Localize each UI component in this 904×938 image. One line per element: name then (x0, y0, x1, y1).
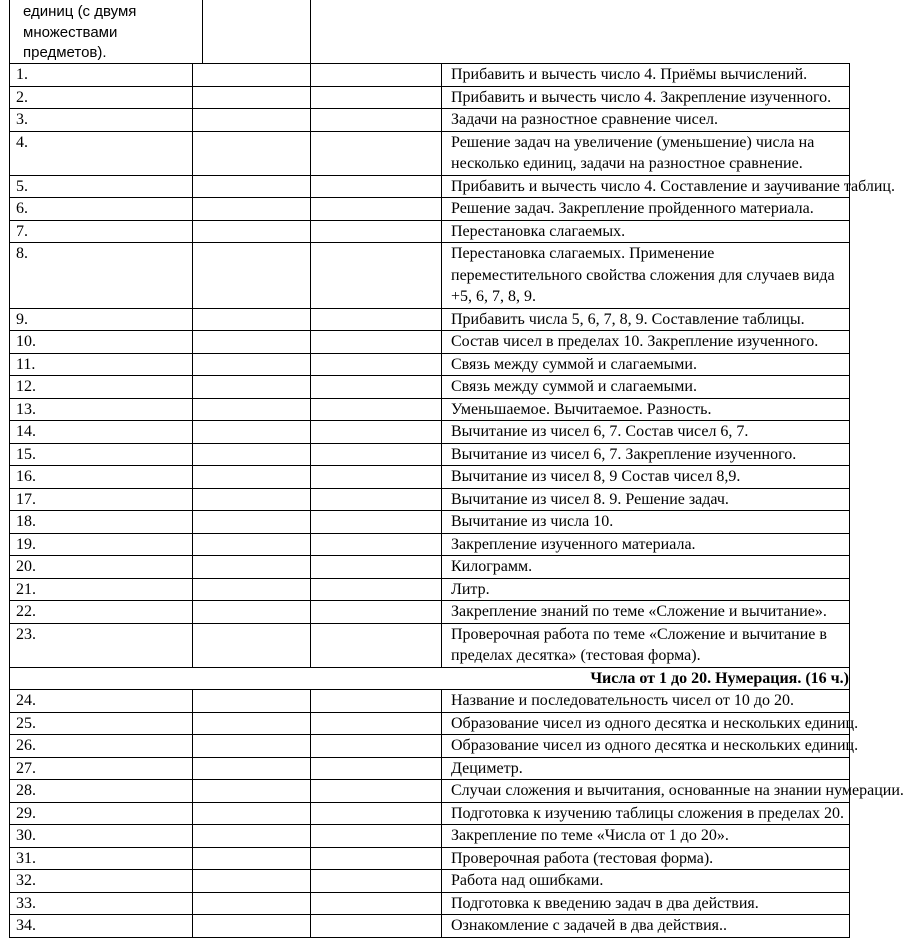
lesson-number: 16. (10, 466, 193, 489)
lesson-number: 19. (10, 533, 193, 556)
lesson-row (10, 376, 850, 399)
date-cell (193, 308, 311, 331)
lesson-row (10, 109, 850, 132)
lesson-row (10, 533, 850, 556)
lesson-row (10, 331, 850, 354)
date-cell (193, 421, 311, 444)
date-cell (311, 86, 442, 109)
date-cell (193, 623, 311, 667)
lesson-topic: Вычитание из числа 10. (442, 511, 850, 534)
section-group (10, 667, 850, 690)
date-cell (193, 578, 311, 601)
section-row (10, 667, 850, 690)
date-cell (193, 86, 311, 109)
lesson-number: 17. (10, 488, 193, 511)
lesson-topic: Подготовка к изучению таблицы сложения в пределах 20. (442, 802, 850, 825)
date-cell (311, 421, 442, 444)
lesson-row (10, 308, 850, 331)
lesson-topic: Связь между суммой и слагаемыми. (442, 376, 850, 399)
lesson-row (10, 443, 850, 466)
date-cell (311, 64, 442, 87)
date-cell (311, 735, 442, 758)
lesson-number: 8. (10, 243, 193, 309)
lesson-topic: Случаи сложения и вычитания, основанные на знании нумерации. (442, 780, 850, 803)
lesson-plan-table (9, 63, 904, 938)
lesson-row (10, 64, 850, 87)
lesson-topic: Работа над ошибками. (442, 870, 850, 893)
date-cell (311, 757, 442, 780)
lesson-topic: Дециметр. (442, 757, 850, 780)
lesson-topic: Ознакомление с задачей в два действия.. (442, 915, 850, 938)
date-cell (193, 131, 311, 175)
lesson-number: 6. (10, 198, 193, 221)
lesson-number: 7. (10, 220, 193, 243)
date-cell (193, 353, 311, 376)
lesson-topic: Прибавить числа 5, 6, 7, 8, 9. Составление таблицы. (442, 308, 850, 331)
lesson-number: 9. (10, 308, 193, 331)
lesson-row (10, 802, 850, 825)
lesson-row (10, 578, 850, 601)
lesson-number: 24. (10, 690, 193, 713)
date-cell (193, 847, 311, 870)
date-cell (311, 511, 442, 534)
date-cell (311, 690, 442, 713)
lesson-number: 11. (10, 353, 193, 376)
lesson-row (10, 488, 850, 511)
lesson-row (10, 243, 850, 309)
lesson-topic: Уменьшаемое. Вычитаемое. Разность. (442, 398, 850, 421)
lesson-number: 1. (10, 64, 193, 87)
date-cell (193, 601, 311, 624)
lesson-number: 12. (10, 376, 193, 399)
lesson-row (10, 175, 850, 198)
lesson-row (10, 892, 850, 915)
date-cell (311, 353, 442, 376)
lesson-number: 28. (10, 780, 193, 803)
date-cell (311, 601, 442, 624)
date-cell (193, 64, 311, 87)
lessons-group-a (10, 64, 895, 668)
lesson-row (10, 780, 850, 803)
lesson-topic: Вычитание из чисел 6, 7. Состав чисел 6, 7. (442, 421, 850, 444)
date-cell (311, 915, 442, 938)
date-cell (193, 892, 311, 915)
lesson-number: 4. (10, 131, 193, 175)
date-cell (311, 466, 442, 489)
lesson-topic: Литр. (442, 578, 850, 601)
lesson-topic: Перестановка слагаемых. (442, 220, 850, 243)
lesson-number: 32. (10, 870, 193, 893)
lesson-topic: Закрепление знаний по теме «Сложение и вычитание». (442, 601, 850, 624)
lesson-number: 18. (10, 511, 193, 534)
date-cell (311, 131, 442, 175)
date-cell (193, 533, 311, 556)
lesson-topic: Закрепление изученного материала. (442, 533, 850, 556)
lesson-topic: Связь между суммой и слагаемыми. (442, 353, 850, 376)
date-cell (311, 870, 442, 893)
date-cell (193, 243, 311, 309)
lesson-topic: Вычитание из чисел 8, 9 Состав чисел 8,9. (442, 466, 850, 489)
lesson-row (10, 398, 850, 421)
date-cell (193, 109, 311, 132)
lesson-row (10, 421, 850, 444)
date-cell (311, 398, 442, 421)
lesson-row (10, 86, 850, 109)
lesson-number: 15. (10, 443, 193, 466)
date-cell (311, 847, 442, 870)
lesson-number: 2. (10, 86, 193, 109)
lesson-number: 20. (10, 556, 193, 579)
lesson-topic: Состав чисел в пределах 10. Закрепление изученного. (442, 331, 850, 354)
lesson-number: 13. (10, 398, 193, 421)
lesson-number: 34. (10, 915, 193, 938)
date-cell (193, 466, 311, 489)
lesson-row (10, 712, 850, 735)
lesson-row (10, 601, 850, 624)
lesson-row (10, 735, 850, 758)
lesson-topic: Проверочная работа (тестовая форма). (442, 847, 850, 870)
lesson-topic: Прибавить и вычесть число 4. Приёмы вычислений. (442, 64, 850, 87)
lesson-topic: Решение задач на увеличение (уменьшение) числа на несколько единиц, задачи на разностное сравнение. (442, 131, 850, 175)
date-cell (311, 712, 442, 735)
lesson-topic: Закрепление по теме «Числа от 1 до 20». (442, 825, 850, 848)
lesson-row (10, 198, 850, 221)
lesson-number: 22. (10, 601, 193, 624)
previous-row-text: единиц (с двумя множествами предметов). (23, 3, 137, 61)
previous-row-fragment (9, 0, 311, 64)
lesson-number: 27. (10, 757, 193, 780)
date-cell (193, 220, 311, 243)
date-cell (193, 802, 311, 825)
date-cell (193, 398, 311, 421)
lesson-number: 10. (10, 331, 193, 354)
lesson-number: 33. (10, 892, 193, 915)
lesson-row (10, 690, 850, 713)
date-cell (193, 915, 311, 938)
date-cell (311, 802, 442, 825)
lesson-row (10, 915, 850, 938)
lesson-topic: Задачи на разностное сравнение чисел. (442, 109, 850, 132)
lesson-number: 29. (10, 802, 193, 825)
lesson-topic: Решение задач. Закрепление пройденного материала. (442, 198, 850, 221)
date-cell (311, 308, 442, 331)
date-cell (311, 198, 442, 221)
lesson-topic: Вычитание из чисел 8. 9. Решение задач. (442, 488, 850, 511)
date-cell (311, 780, 442, 803)
date-cell (311, 825, 442, 848)
date-cell (193, 556, 311, 579)
lesson-topic: Образование чисел из одного десятка и нескольких единиц. (442, 735, 850, 758)
lesson-number: 3. (10, 109, 193, 132)
date-cell (193, 198, 311, 221)
date-cell (311, 109, 442, 132)
section-heading: Числа от 1 до 20. Нумерация. (16 ч.) (10, 667, 850, 690)
lesson-topic: Прибавить и вычесть число 4. Закрепление изученного. (442, 86, 850, 109)
date-cell (311, 892, 442, 915)
lesson-number: 30. (10, 825, 193, 848)
date-cell (193, 735, 311, 758)
date-cell (311, 623, 442, 667)
date-cell (311, 578, 442, 601)
lesson-number: 31. (10, 847, 193, 870)
date-cell (193, 780, 311, 803)
lessons-group-b (10, 690, 904, 938)
lesson-row (10, 556, 850, 579)
date-cell (193, 488, 311, 511)
date-cell (193, 443, 311, 466)
lesson-topic: Вычитание из чисел 6, 7. Закрепление изученного. (442, 443, 850, 466)
date-cell (193, 175, 311, 198)
lesson-topic: Проверочная работа по теме «Сложение и вычитание в пределах десятка» (тестовая форма). (442, 623, 850, 667)
date-cell (311, 533, 442, 556)
date-cell (193, 690, 311, 713)
lesson-number: 21. (10, 578, 193, 601)
lesson-topic: Перестановка слагаемых. Применение переместительного свойства сложения для случаев вида +5, 6, 7, 8, 9. (442, 243, 850, 309)
date-cell (311, 556, 442, 579)
date-cell (193, 511, 311, 534)
date-cell (193, 712, 311, 735)
lesson-number: 26. (10, 735, 193, 758)
lesson-topic: Килограмм. (442, 556, 850, 579)
date-cell (311, 488, 442, 511)
lesson-row (10, 757, 850, 780)
lesson-topic: Прибавить и вычесть число 4. Составление и заучивание таблиц. (442, 175, 850, 198)
date-cell (311, 376, 442, 399)
lesson-row (10, 353, 850, 376)
date-cell (311, 220, 442, 243)
date-cell (311, 175, 442, 198)
lesson-row (10, 825, 850, 848)
lesson-number: 5. (10, 175, 193, 198)
lesson-row (10, 870, 850, 893)
lesson-row (10, 131, 850, 175)
date-cell (311, 243, 442, 309)
lesson-number: 14. (10, 421, 193, 444)
lesson-row (10, 466, 850, 489)
lesson-number: 23. (10, 623, 193, 667)
date-cell (193, 825, 311, 848)
date-cell (311, 443, 442, 466)
lesson-topic: Образование чисел из одного десятка и нескольких единиц. (442, 712, 850, 735)
lesson-row (10, 623, 850, 667)
date-cell (193, 331, 311, 354)
lesson-row (10, 220, 850, 243)
lesson-topic: Подготовка к введению задач в два действия. (442, 892, 850, 915)
lesson-row (10, 847, 850, 870)
lesson-row (10, 511, 850, 534)
lesson-topic: Название и последовательность чисел от 10 до 20. (442, 690, 850, 713)
date-cell (193, 376, 311, 399)
date-cell (311, 331, 442, 354)
column-divider (202, 0, 203, 64)
date-cell (193, 870, 311, 893)
date-cell (193, 757, 311, 780)
lesson-number: 25. (10, 712, 193, 735)
